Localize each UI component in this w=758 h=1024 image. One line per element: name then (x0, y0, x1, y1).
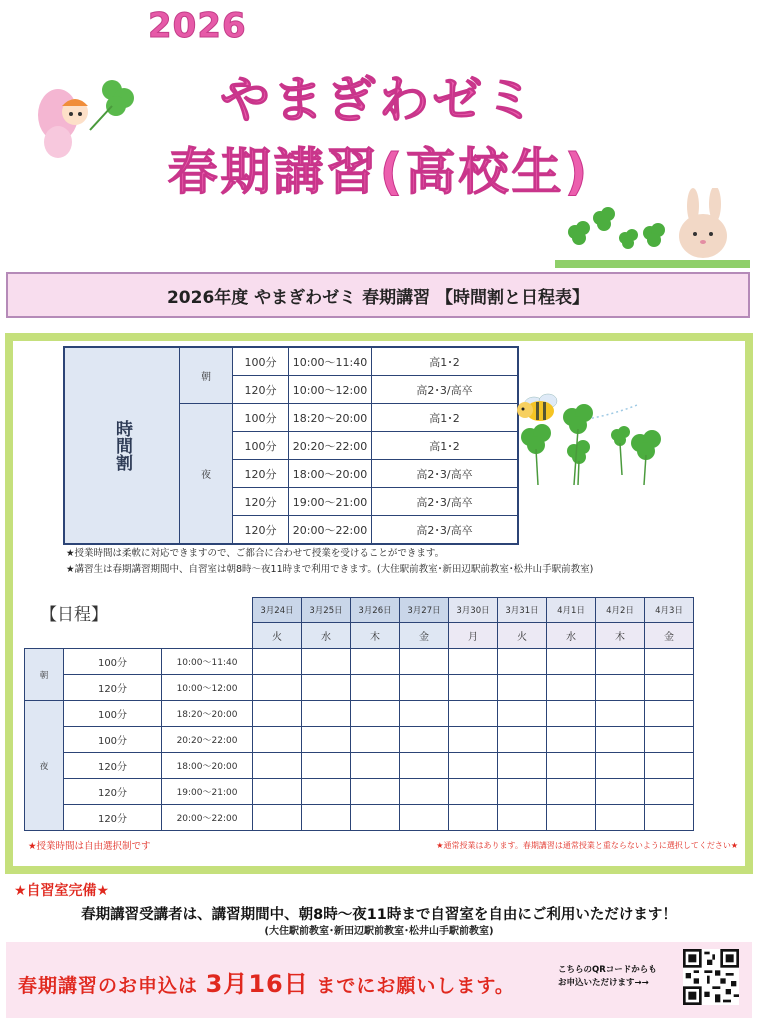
qr-code-icon[interactable] (683, 949, 739, 1005)
schedule-slot[interactable] (302, 779, 351, 805)
schedule-slot[interactable] (596, 753, 645, 779)
schedule-slot[interactable] (645, 649, 694, 675)
schedule-slot[interactable] (449, 649, 498, 675)
date-header: 4月2日 (596, 598, 645, 623)
cell-time: 18:20～20:00 (289, 404, 372, 432)
schedule-slot[interactable] (351, 701, 400, 727)
date-header: 3月25日 (302, 598, 351, 623)
cell-grade: 高1･2 (372, 404, 519, 432)
weekday-header: 火 (498, 623, 547, 649)
schedule-slot[interactable] (547, 675, 596, 701)
schedule-slot[interactable] (645, 675, 694, 701)
schedule-slot[interactable] (498, 649, 547, 675)
apply-suffix: までにお願いします。 (316, 975, 515, 997)
schedule-note-left: ★授業時間は自由選択制です (28, 841, 151, 852)
cell-minutes: 120分 (233, 460, 289, 488)
evening-label: 夜 (180, 404, 233, 545)
schedule-banner: 2026年度 やまぎわゼミ 春期講習 【時間割と日程表】 (6, 272, 750, 318)
table-row (25, 623, 694, 649)
table-row (25, 675, 694, 701)
timetable (63, 346, 519, 545)
weekday-header: 木 (596, 623, 645, 649)
cell-minutes: 100分 (64, 701, 162, 727)
cell-minutes: 120分 (233, 376, 289, 404)
schedule-slot[interactable] (645, 805, 694, 831)
schedule-slot[interactable] (498, 701, 547, 727)
schedule-slot[interactable] (351, 675, 400, 701)
date-header: 4月3日 (645, 598, 694, 623)
cell-grade: 高1･2 (372, 347, 519, 376)
schedule-slot[interactable] (498, 675, 547, 701)
schedule-slot[interactable] (645, 779, 694, 805)
table-row (25, 779, 694, 805)
study-room-message: 春期講習受講者は、講習期間中、朝8時～夜11時まで自習室を自由にご利用いただけます！ (81, 907, 677, 923)
schedule-slot[interactable] (547, 701, 596, 727)
schedule-slot[interactable] (596, 727, 645, 753)
timetable-note-2: ★講習生は春期講習期間中、自習室は朝8時～夜11時まで利用できます。(大住駅前教室･新田辺駅前教室･松井山手駅前教室) (66, 564, 594, 575)
qr-note-line2: お申込いただけます→→ (558, 978, 649, 988)
cell-minutes: 120分 (233, 516, 289, 545)
rabbit-clover-illustration (555, 188, 750, 270)
apply-deadline: 3月16日 (205, 970, 309, 998)
schedule-slot[interactable] (253, 727, 302, 753)
table-row (64, 347, 518, 376)
date-header: 3月30日 (449, 598, 498, 623)
schedule-slot[interactable] (498, 727, 547, 753)
cell-grade: 高2･3/高卒 (372, 376, 519, 404)
schedule-slot[interactable] (400, 753, 449, 779)
schedule-slot[interactable] (400, 649, 449, 675)
schedule-slot[interactable] (547, 779, 596, 805)
schedule-slot[interactable] (302, 701, 351, 727)
table-row (25, 727, 694, 753)
school-title: やまぎわゼミ (220, 71, 538, 129)
cell-time: 19:00～21:00 (289, 488, 372, 516)
morning-label: 朝 (180, 347, 233, 404)
schedule-slot[interactable] (351, 649, 400, 675)
schedule-slot[interactable] (645, 753, 694, 779)
schedule-slot[interactable] (547, 753, 596, 779)
butterfly-girl-illustration (20, 70, 140, 165)
schedule-title: 【日程】 (40, 605, 108, 625)
cell-time: 18:00～20:00 (289, 460, 372, 488)
schedule-slot[interactable] (302, 675, 351, 701)
schedule-note-right: ★通常授業はあります。春期講習は通常授業と重ならないように選択してください★ (436, 841, 738, 850)
apply-prefix: 春期講習のお申込は (18, 975, 199, 997)
schedule-slot[interactable] (253, 701, 302, 727)
weekday-header: 水 (302, 623, 351, 649)
schedule-slot[interactable] (596, 779, 645, 805)
weekday-header: 月 (449, 623, 498, 649)
schedule-slot[interactable] (351, 753, 400, 779)
schedule-slot[interactable] (645, 727, 694, 753)
cell-minutes: 100分 (233, 404, 289, 432)
schedule-slot[interactable] (400, 727, 449, 753)
schedule-slot[interactable] (253, 805, 302, 831)
schedule-slot[interactable] (253, 649, 302, 675)
schedule-slot[interactable] (449, 753, 498, 779)
cell-time: 10:00～12:00 (162, 675, 253, 701)
blank-cell (25, 623, 253, 649)
schedule-slot[interactable] (351, 779, 400, 805)
schedule-slot[interactable] (253, 753, 302, 779)
schedule-slot[interactable] (302, 649, 351, 675)
schedule-slot[interactable] (645, 701, 694, 727)
schedule-slot[interactable] (596, 805, 645, 831)
cell-time: 18:00～20:00 (162, 753, 253, 779)
qr-note (558, 964, 657, 990)
schedule-slot[interactable] (253, 779, 302, 805)
schedule-slot[interactable] (547, 649, 596, 675)
schedule-slot[interactable] (449, 675, 498, 701)
study-room-locations: (大住駅前教室･新田辺駅前教室･松井山手駅前教室) (264, 926, 494, 937)
schedule-slot[interactable] (596, 649, 645, 675)
morning-label: 朝 (25, 649, 64, 701)
cell-time: 20:20～22:00 (162, 727, 253, 753)
schedule-slot[interactable] (596, 675, 645, 701)
cell-time: 20:00～22:00 (289, 516, 372, 545)
schedule-slot[interactable] (302, 805, 351, 831)
cell-grade: 高2･3/高卒 (372, 460, 519, 488)
cell-time: 20:20～22:00 (289, 432, 372, 460)
schedule-slot[interactable] (400, 805, 449, 831)
schedule-slot[interactable] (498, 753, 547, 779)
cell-time: 10:00～12:00 (289, 376, 372, 404)
table-row (25, 598, 694, 623)
schedule-slot[interactable] (302, 753, 351, 779)
weekday-header: 水 (547, 623, 596, 649)
schedule-slot[interactable] (351, 805, 400, 831)
table-row (25, 701, 694, 727)
cell-time: 18:20～20:00 (162, 701, 253, 727)
table-row (25, 649, 694, 675)
date-header: 3月31日 (498, 598, 547, 623)
schedule-slot[interactable] (498, 805, 547, 831)
date-header: 3月24日 (253, 598, 302, 623)
date-header: 3月27日 (400, 598, 449, 623)
bee-clover-illustration (512, 385, 672, 495)
cell-minutes: 100分 (64, 727, 162, 753)
schedule-slot[interactable] (400, 675, 449, 701)
qr-note-line1: こちらのQRコードからも (558, 965, 657, 975)
cell-time: 20:00～22:00 (162, 805, 253, 831)
cell-minutes: 120分 (64, 675, 162, 701)
schedule-slot[interactable] (351, 727, 400, 753)
cell-time: 19:00～21:00 (162, 779, 253, 805)
schedule-slot[interactable] (302, 727, 351, 753)
schedule-slot[interactable] (449, 805, 498, 831)
schedule-slot[interactable] (449, 701, 498, 727)
table-row (25, 805, 694, 831)
date-header: 4月1日 (547, 598, 596, 623)
cell-minutes: 120分 (64, 805, 162, 831)
date-header: 3月26日 (351, 598, 400, 623)
schedule-slot[interactable] (400, 701, 449, 727)
schedule-table (24, 597, 694, 831)
apply-message (18, 964, 515, 999)
cell-grade: 高2･3/高卒 (372, 516, 519, 545)
schedule-slot[interactable] (253, 675, 302, 701)
weekday-header: 火 (253, 623, 302, 649)
course-title: 春期講習(高校生) (167, 143, 591, 201)
evening-label: 夜 (25, 701, 64, 831)
blank-cell (25, 598, 253, 623)
cell-grade: 高2･3/高卒 (372, 488, 519, 516)
cell-minutes: 100分 (64, 649, 162, 675)
cell-minutes: 100分 (233, 432, 289, 460)
timetable-note-1: ★授業時間は柔軟に対応できますので、ご都合に合わせて授業を受けることができます。 (66, 548, 445, 559)
schedule-slot[interactable] (449, 727, 498, 753)
cell-time: 10:00～11:40 (162, 649, 253, 675)
cell-minutes: 120分 (233, 488, 289, 516)
timetable-label: 時間割 (64, 347, 180, 544)
schedule-slot[interactable] (400, 779, 449, 805)
schedule-slot[interactable] (547, 727, 596, 753)
schedule-slot[interactable] (449, 779, 498, 805)
cell-time: 10:00～11:40 (289, 347, 372, 376)
table-row (25, 753, 694, 779)
schedule-slot[interactable] (596, 701, 645, 727)
study-room-heading: ★自習室完備★ (14, 883, 110, 899)
cell-grade: 高1･2 (372, 432, 519, 460)
cell-minutes: 100分 (233, 347, 289, 376)
year-title: 2026 (148, 6, 247, 46)
weekday-header: 木 (351, 623, 400, 649)
weekday-header: 金 (645, 623, 694, 649)
schedule-slot[interactable] (547, 805, 596, 831)
schedule-slot[interactable] (498, 779, 547, 805)
cell-minutes: 120分 (64, 753, 162, 779)
cell-minutes: 120分 (64, 779, 162, 805)
weekday-header: 金 (400, 623, 449, 649)
